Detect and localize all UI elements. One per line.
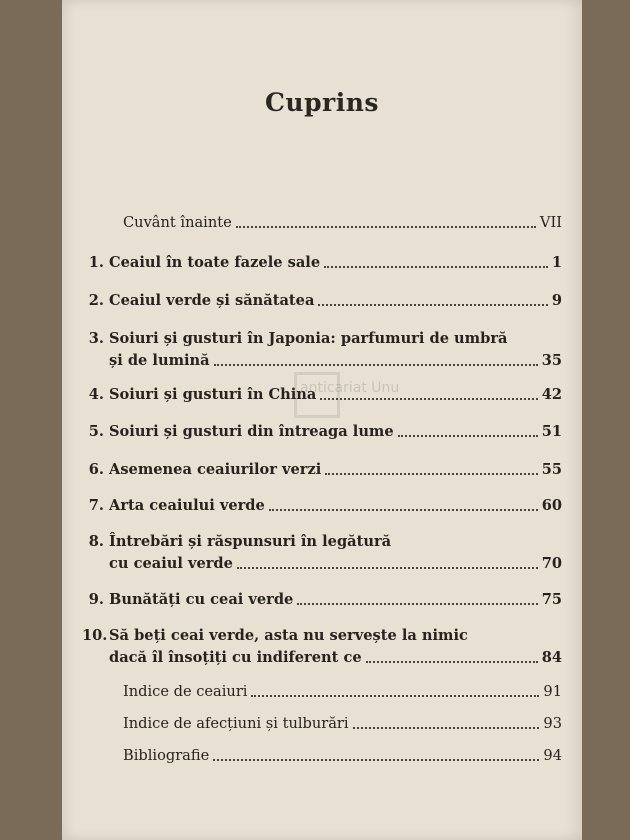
- toc-page: 70: [541, 555, 562, 572]
- toc-leader: [251, 695, 539, 697]
- toc-page: VII: [539, 214, 562, 231]
- toc-entry-3: [82, 328, 562, 372]
- toc-title: Întrebări și răspunsuri în legătură: [109, 533, 392, 550]
- toc-number: 10.: [82, 627, 108, 644]
- book-page: [62, 0, 582, 840]
- toc-number: 4.: [88, 386, 104, 403]
- toc-entry-6: [82, 459, 562, 481]
- toc-title: Indice de afecțiuni și tulburări: [123, 715, 349, 732]
- page-title: Cuprins: [265, 88, 379, 117]
- toc-leader: [366, 661, 538, 663]
- toc-number: 8.: [88, 533, 104, 550]
- toc-entry-5: [82, 421, 562, 443]
- toc-title: Soiuri și gusturi în Japonia: parfumuri de umbră: [109, 330, 508, 347]
- toc-title: Indice de ceaiuri: [123, 683, 248, 700]
- toc-page: 9: [551, 292, 562, 309]
- toc-page: 51: [541, 423, 562, 440]
- toc-title: Asemenea ceaiurilor verzi: [109, 461, 322, 478]
- toc-title: Ceaiul verde și sănătatea: [109, 292, 315, 309]
- toc-page: 35: [541, 352, 562, 369]
- toc-title: Soiuri și gusturi din întreaga lume: [109, 423, 394, 440]
- table-of-contents: [82, 212, 562, 767]
- toc-title: Ceaiul în toate fazele sale: [109, 254, 321, 271]
- toc-title-line2: cu ceaiul verde: [109, 555, 233, 572]
- toc-entry-tea-index: [82, 681, 562, 703]
- toc-title: Bibliografie: [123, 747, 210, 764]
- toc-page: 55: [541, 461, 562, 478]
- toc-entry-10: [82, 625, 562, 669]
- toc-number: 6.: [88, 461, 104, 478]
- toc-number: 7.: [88, 497, 104, 514]
- toc-entry-1: [82, 252, 562, 274]
- toc-leader: [213, 759, 539, 761]
- toc-leader: [318, 304, 547, 306]
- toc-title: Soiuri și gusturi în China: [109, 386, 317, 403]
- toc-title: Cuvânt înainte: [123, 214, 232, 231]
- toc-number: 5.: [88, 423, 104, 440]
- toc-number: 3.: [88, 330, 104, 347]
- toc-page: 84: [541, 649, 562, 666]
- toc-leader: [214, 364, 538, 366]
- toc-title: Să beți ceai verde, asta nu servește la nimic: [109, 627, 468, 644]
- toc-leader: [236, 226, 536, 228]
- toc-entry-foreword: [82, 212, 562, 234]
- toc-leader: [269, 509, 538, 511]
- toc-leader: [325, 473, 537, 475]
- toc-leader: [353, 727, 540, 729]
- toc-entry-8: [82, 531, 562, 575]
- toc-leader: [237, 567, 538, 569]
- toc-leader: [297, 603, 537, 605]
- toc-page: 75: [541, 591, 562, 608]
- toc-entry-2: [82, 290, 562, 312]
- toc-leader: [398, 435, 538, 437]
- toc-entry-9: [82, 589, 562, 611]
- toc-entry-7: [82, 495, 562, 517]
- toc-page: 94: [543, 747, 562, 764]
- toc-number: 9.: [88, 591, 104, 608]
- toc-entry-bibliography: [82, 745, 562, 767]
- toc-page: 91: [543, 683, 562, 700]
- toc-page: 1: [551, 254, 562, 271]
- toc-page: 93: [543, 715, 562, 732]
- toc-title: Bunătăți cu ceai verde: [109, 591, 294, 608]
- toc-page: 60: [541, 497, 562, 514]
- toc-leader: [324, 266, 548, 268]
- toc-title: Arta ceaiului verde: [109, 497, 265, 514]
- toc-number: 1.: [88, 254, 104, 271]
- toc-title-line2: și de lumină: [109, 352, 210, 369]
- toc-page: 42: [541, 386, 562, 403]
- toc-title-line2: dacă îl însoțiți cu indiferent ce: [109, 649, 362, 666]
- toc-leader: [320, 398, 537, 400]
- watermark: anticariat Unu: [300, 380, 400, 396]
- toc-number: 2.: [88, 292, 104, 309]
- toc-entry-4: [82, 384, 562, 406]
- toc-entry-ailments-index: [82, 713, 562, 735]
